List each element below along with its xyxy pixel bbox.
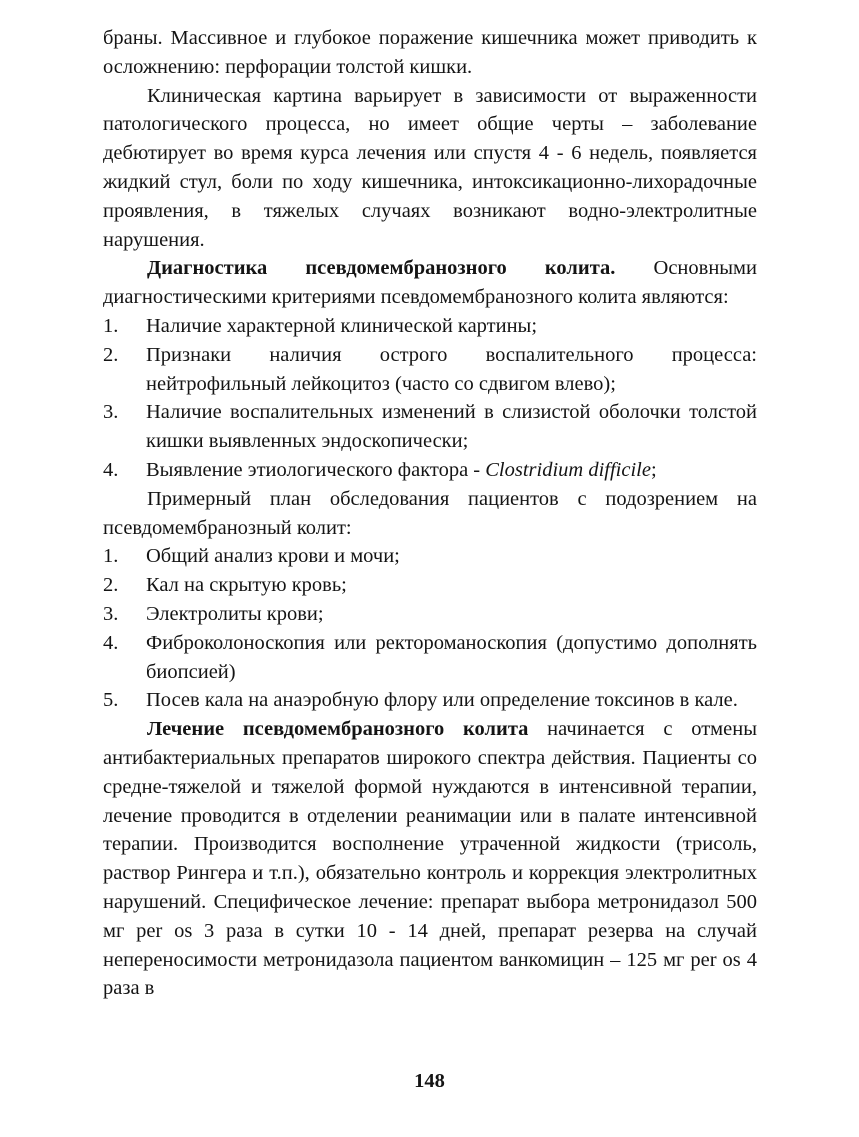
paragraph-plan-intro: Примерный план обследования пациентов с подозрением на псевдомембранозный колит: — [103, 487, 757, 539]
list-item-text: Наличие воспалительных изменений в слизистой оболочки толстой кишки выявленных эндоскопически; — [146, 401, 757, 453]
paragraph-clinical-picture: Клиническая картина варьирует в зависимости от выраженности патологического процесса, но имеет общие черты – заболевание дебютирует во время курса лечения или спустя 4 - 6 недель, появляется жидкий стул, боли по ходу кишечника, интоксикационно-лихорадочные проявления, в тяжелых случаях возникают водно-электролитные нарушения. — [103, 84, 757, 251]
list-item — [103, 600, 757, 629]
list-item-number: 2. — [103, 574, 119, 597]
page-number: 148 — [414, 1070, 445, 1092]
list-item-number: 2. — [103, 343, 119, 366]
list-item-number: 1. — [103, 314, 119, 337]
paragraph-continuation: браны. Массивное и глубокое поражение кишечника может приводить к осложнению: перфорации толстой кишки. — [103, 27, 757, 78]
list-item — [103, 571, 757, 600]
criterion-punctuation: ; — [650, 458, 657, 481]
paragraph-treatment — [103, 715, 757, 1003]
list-item-text: Фиброколоноскопия или ректороманоскопия (допустимо дополнять биопсией) — [146, 631, 757, 683]
list-item-number: 3. — [103, 602, 119, 625]
list-item — [103, 341, 757, 399]
paragraph-diagnostics — [103, 254, 757, 312]
diagnostics-heading: Диагностика псевдомембранозного колита. — [147, 257, 616, 280]
diagnostics-intro: Основными диагностическими критериями псевдомембранозного колита являются: — [103, 257, 758, 309]
list-item — [103, 686, 757, 715]
list-item — [103, 542, 757, 571]
list-item-number: 3. — [103, 401, 119, 424]
list-item — [103, 312, 757, 341]
list-item-text: Электролиты крови; — [146, 602, 324, 625]
list-item-text — [146, 456, 757, 485]
list-item-number: 4. — [103, 631, 119, 654]
list-item-text: Общий анализ крови и мочи; — [146, 545, 400, 568]
list-item-text: Признаки наличия острого воспалительного процесса: нейтрофильный лейкоцитоз (часто со сдвигом влево); — [146, 343, 757, 395]
treatment-heading: Лечение псевдомембранозного колита — [147, 718, 529, 741]
criteria-list — [103, 312, 757, 485]
list-item — [103, 456, 757, 485]
list-item-number: 4. — [103, 458, 119, 481]
list-item-number: 1. — [103, 545, 119, 568]
list-item-text: Наличие характерной клинической картины; — [146, 314, 538, 337]
plan-list — [103, 542, 757, 715]
list-item-number: 5. — [103, 689, 119, 712]
list-item — [103, 629, 757, 687]
list-item-text: Кал на скрытую кровь; — [146, 574, 347, 597]
criterion-text: Выявление этиологического фактора - — [146, 458, 486, 481]
list-item-text: Посев кала на анаэробную флору или определение токсинов в кале. — [146, 689, 738, 712]
pathogen-name: Clostridium difficile — [485, 458, 651, 481]
treatment-text: начинается с отмены антибактериальных препаратов широкого спектра действия. Пациенты со средне-тяжелой и тяжелой формой нуждаются в интенсивной терапии, лечение проводится в отделении реанимации или в палате интенсивной терапии. Производится восполнение утраченной жидкости (трисоль, раствор Рингера и т.п.), обязательно контроль и коррекция электролитных нарушений. Специфическое лечение: препарат выбора метронидазол 500 мг per os 3 раза в сутки 10 - 14 дней, препарат резерва на случай непереносимости метронидазола пациентом ванкомицин – 125 мг per os 4 раза в — [103, 718, 757, 1000]
document-page — [103, 24, 757, 1003]
list-item — [103, 398, 757, 456]
